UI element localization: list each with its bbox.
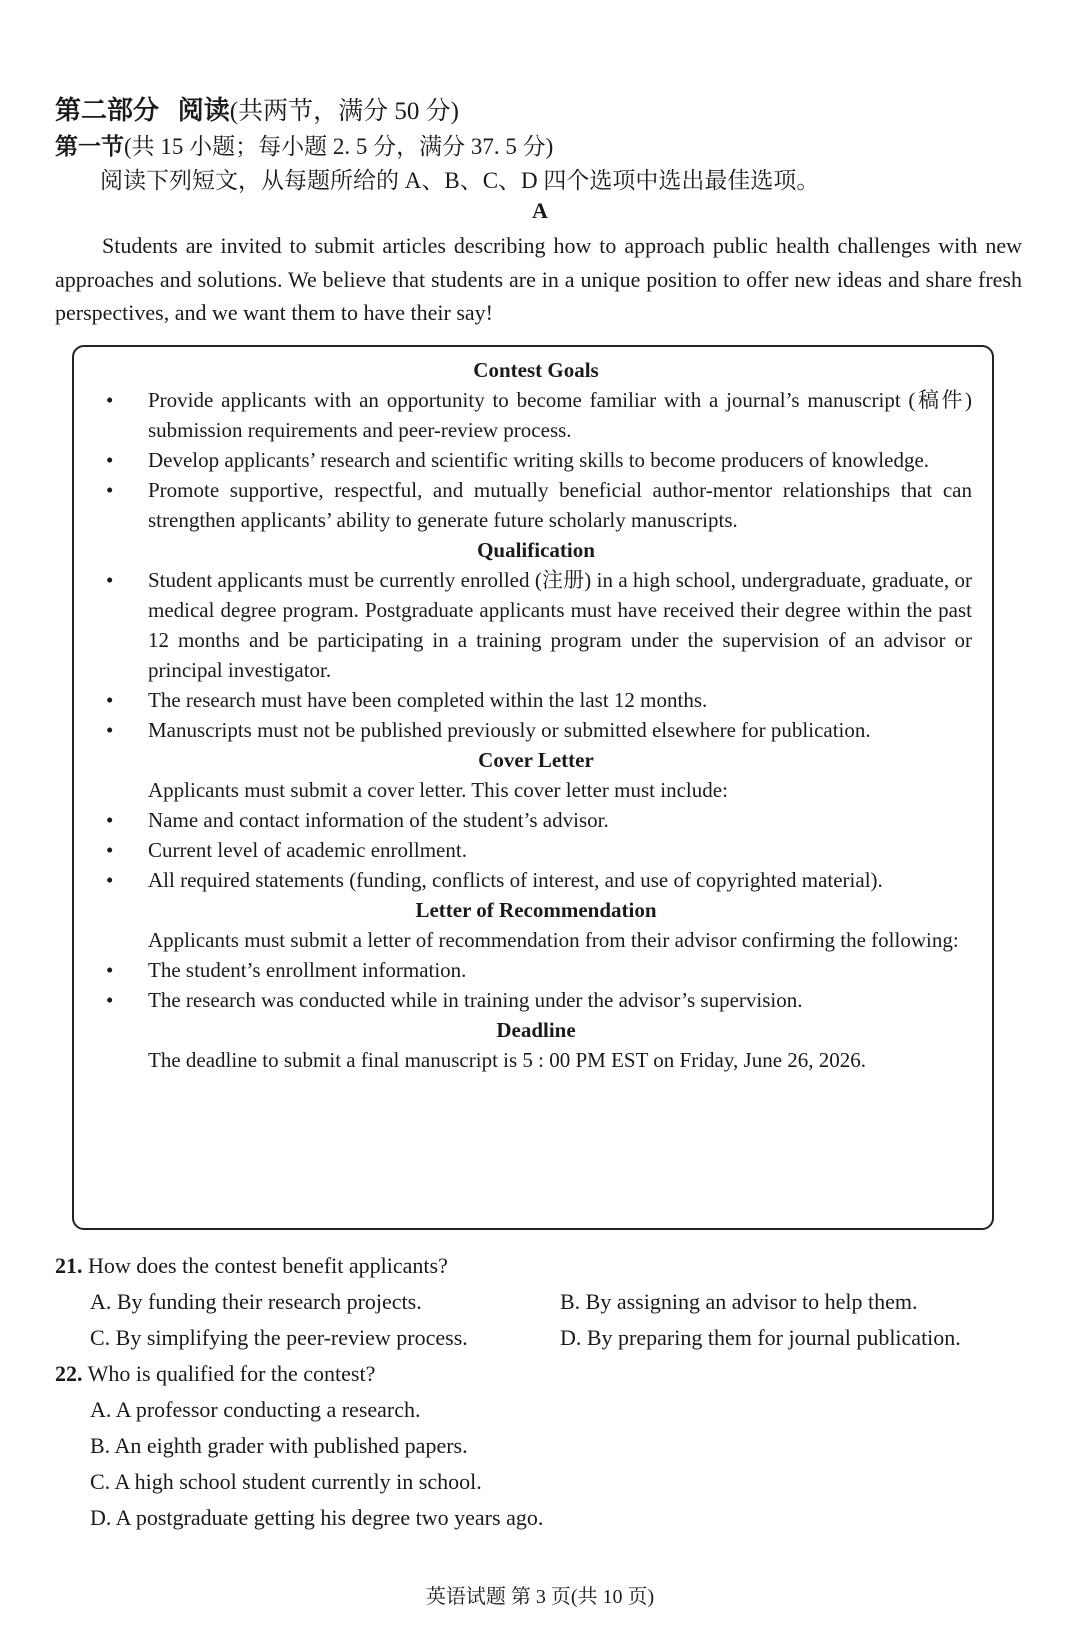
passage-intro: Students are invited to submit articles describing how to approach public health challenges with new approaches and solutions. We believe that students are in a unique position to offer new ideas and share fresh perspectives, and we want them to have their say! [55, 233, 1022, 325]
contest-info-content [100, 355, 972, 1075]
bullet-icon: • [106, 448, 114, 472]
question-number: 21. [55, 1253, 83, 1278]
bullet-icon: • [106, 808, 114, 832]
qualification-item: • Student applicants must be currently enrolled (注册) in a high school, undergraduate, graduate, or medical degree program. Postgraduate applicants must have received their degree within the past 12 months and be participating in a training program under the supervision of an advisor or principal investigator. [100, 565, 972, 685]
page-footer: 英语试题 第 3 页(共 10 页) [425, 1586, 655, 1608]
question-stem: Who is qualified for the contest? [87, 1361, 376, 1386]
part-title [55, 90, 459, 127]
bullet-icon: • [106, 988, 114, 1012]
cover-letter-heading: Cover Letter [478, 748, 594, 772]
q21-option-d[interactable]: D. By preparing them for journal publication. [560, 1325, 961, 1350]
goals-heading: Contest Goals [473, 358, 599, 382]
question-21 [55, 1253, 448, 1279]
q22-option-a[interactable]: A. A professor conducting a research. [90, 1397, 421, 1422]
q22-option-b[interactable]: B. An eighth grader with published papers. [90, 1433, 468, 1458]
instruction: 阅读下列短文，从每题所给的 A、B、C、D 四个选项中选出最佳选项。 [100, 168, 820, 193]
deadline-heading: Deadline [496, 1018, 576, 1042]
bullet-icon: • [106, 568, 114, 592]
recommendation-heading: Letter of Recommendation [415, 898, 657, 922]
qualification-item: • The research must have been completed within the last 12 months. [100, 685, 972, 715]
question-stem: How does the contest benefit applicants? [88, 1253, 448, 1278]
bullet-icon: • [106, 388, 114, 412]
qualification-item: • Manuscripts must not be published previously or submitted elsewhere for publication. [100, 715, 972, 745]
section-label: 第一节 [55, 134, 124, 159]
section-title [55, 128, 553, 161]
bullet-icon: • [106, 718, 114, 742]
recommendation-item: • The research was conducted while in training under the advisor’s supervision. [100, 985, 972, 1015]
bullet-icon: • [106, 868, 114, 892]
bullet-icon: • [106, 688, 114, 712]
q22-option-c[interactable]: C. A high school student currently in school. [90, 1469, 482, 1494]
q21-option-a[interactable]: A. By funding their research projects. [90, 1289, 422, 1314]
cover-letter-item: • Current level of academic enrollment. [100, 835, 972, 865]
deadline-text: The deadline to submit a final manuscript is 5 : 00 PM EST on Friday, June 26, 2026. [148, 1048, 867, 1072]
q22-option-d[interactable]: D. A postgraduate getting his degree two years ago. [90, 1505, 544, 1530]
question-number: 22. [55, 1361, 83, 1386]
q21-option-c[interactable]: C. By simplifying the peer-review process. [90, 1325, 468, 1350]
part-name: 阅读 [177, 96, 230, 125]
goal-item: • Develop applicants’ research and scientific writing skills to become producers of knowledge. [100, 445, 972, 475]
goal-item: • Promote supportive, respectful, and mutually beneficial author-mentor relationships that can strengthen applicants’ ability to generate future scholarly manuscripts. [100, 475, 972, 535]
passage-letter: A [532, 198, 548, 223]
bullet-icon: • [106, 958, 114, 982]
question-22 [55, 1361, 375, 1387]
cover-letter-item: • Name and contact information of the student’s advisor. [100, 805, 972, 835]
goal-item: • Provide applicants with an opportunity to become familiar with a journal’s manuscript (稿件) submission requirements and peer-review process. [100, 385, 972, 445]
cover-letter-item: • All required statements (funding, conflicts of interest, and use of copyrighted material). [100, 865, 972, 895]
recommendation-intro: Applicants must submit a letter of recommendation from their advisor confirming the following: [148, 928, 959, 952]
bullet-icon: • [106, 838, 114, 862]
q21-option-b[interactable]: B. By assigning an advisor to help them. [560, 1289, 918, 1314]
bullet-icon: • [106, 478, 114, 502]
cover-letter-intro: Applicants must submit a cover letter. This cover letter must include: [148, 778, 728, 802]
section-note: (共 15 小题；每小题 2. 5 分，满分 37. 5 分) [124, 134, 554, 159]
part-label: 第二部分 [55, 96, 160, 125]
part-note: (共两节，满分 50 分) [229, 98, 459, 125]
qualification-heading: Qualification [477, 538, 595, 562]
recommendation-item: • The student’s enrollment information. [100, 955, 972, 985]
